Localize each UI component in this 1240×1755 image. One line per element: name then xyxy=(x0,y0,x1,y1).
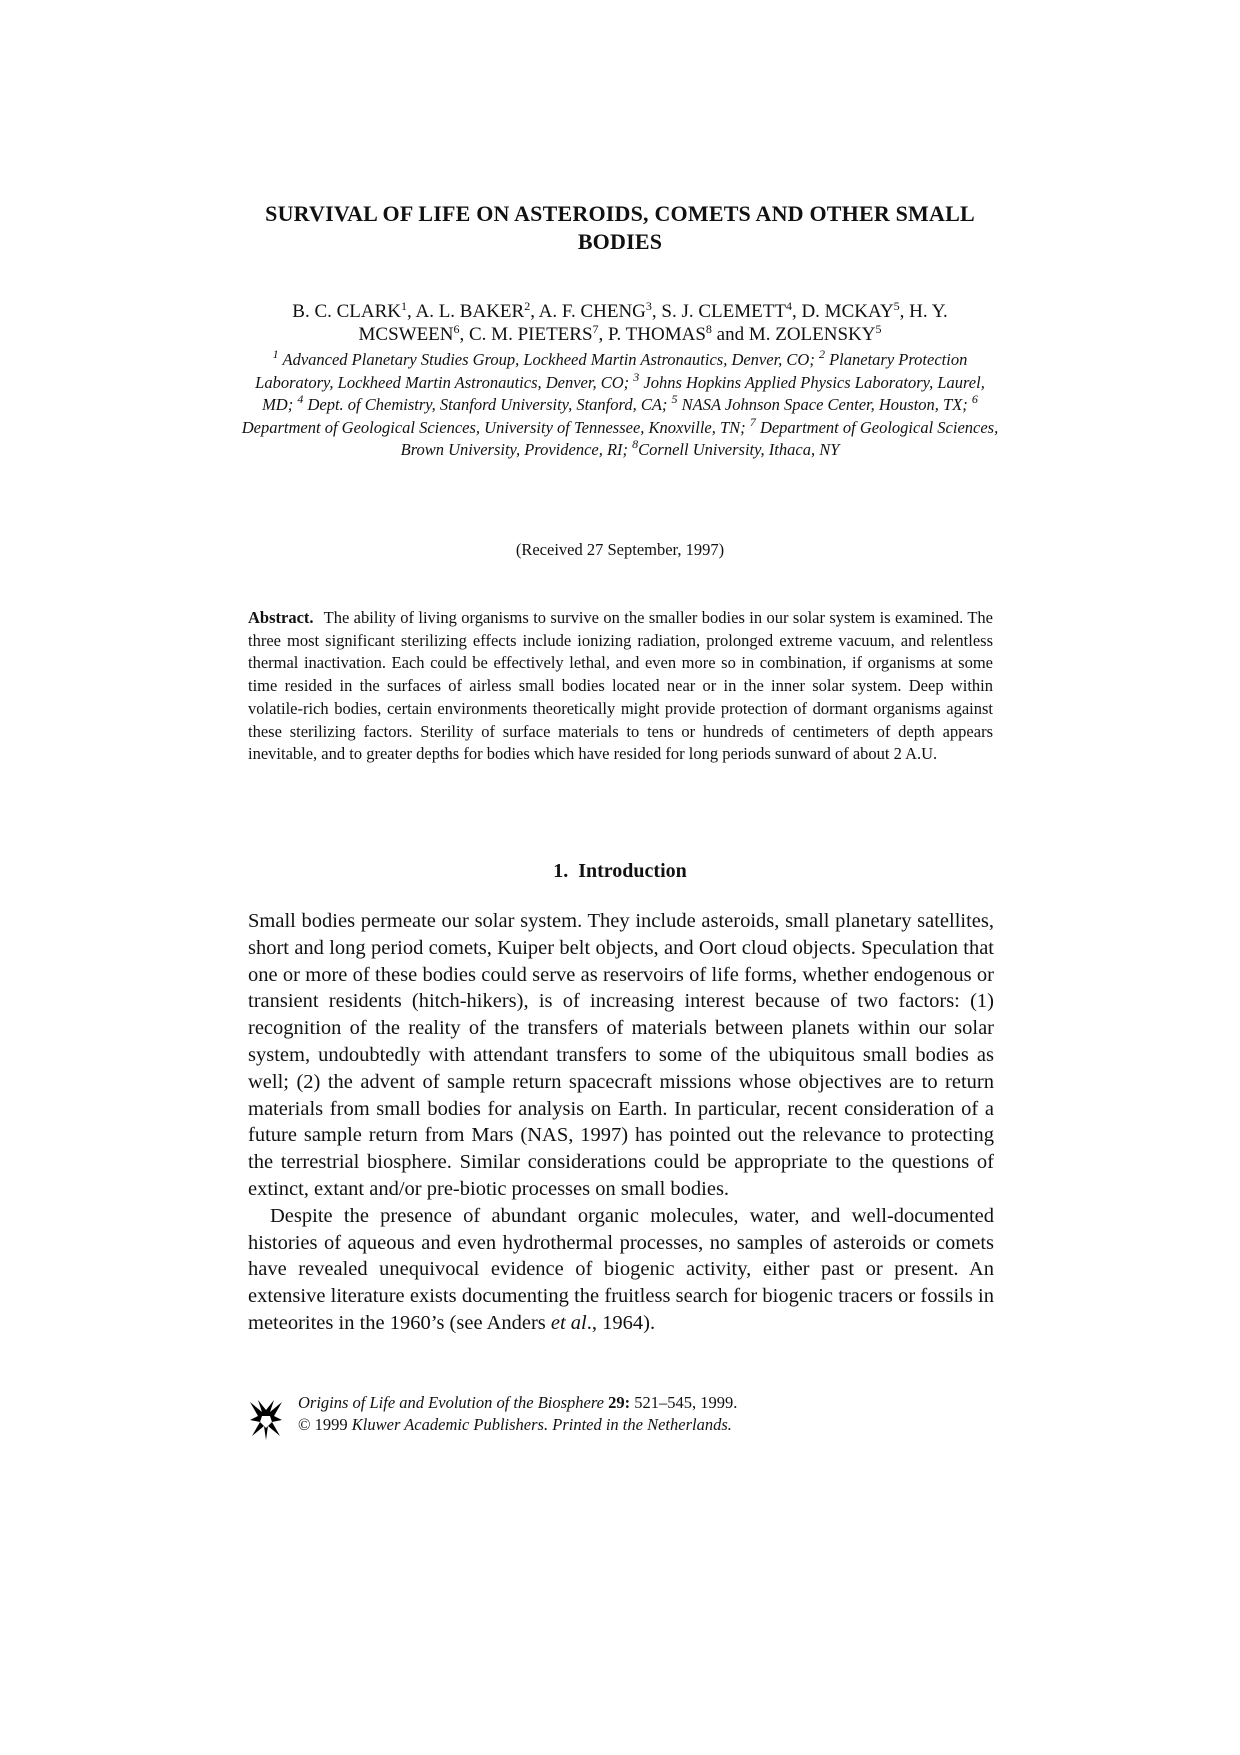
affiliations xyxy=(240,349,1000,462)
body-text xyxy=(248,908,994,1337)
author: A. F. CHENG xyxy=(538,301,646,322)
citation-etal: et al xyxy=(550,1311,587,1334)
footer-citation xyxy=(298,1392,737,1436)
abstract-text: The ability of living organisms to survive on the smaller bodies in our solar system is examined. The three most significant sterilizing effects include ionizing radiation, prolonged extreme vacuum, and relentless thermal inactivation. Each could be effectively lethal, and even more so in combination, if organisms at some time resided in the surfaces of airless small bodies located near or in the inner solar system. Deep within volatile-rich bodies, certain environments theoretically might provide protection of dormant organisms against these sterilizing factors. Sterility of surface materials to tens or hundreds of centimeters of depth appears inevitable, and to greater depths for bodies which have resided for long periods sunward of about 2 A.U. xyxy=(248,608,994,764)
kluwer-publisher-logo-icon xyxy=(248,1398,284,1442)
copyright-year: 1999 xyxy=(314,1415,348,1434)
affiliation: Advanced Planetary Studies Group, Lockheed Martin Astronautics, Denver, CO; xyxy=(282,350,815,369)
paragraph: Small bodies permeate our solar system. They include asteroids, small planetary satellites, short and long period comets, Kuiper belt objects, and Oort cloud objects. Speculation that one or more of these bodies could serve as reservoirs of life forms, whether endogenous or transient residents (hitch-hikers), is of increasing interest because of two factors: (1) recognition of the reality of the transfers of materials between planets within our solar system, undoubtedly with attendant transfers to some of the ubiquitous small bodies as well; (2) the advent of sample return spacecraft missions whose objectives are to return materials from small bodies for analysis on Earth. In particular, recent consideration of a future sample return from Mars (NAS, 1997) has pointed out the relevance to protecting the terrestrial biosphere. Similar considerations could be appropriate to the questions of extinct, extant and/or pre-biotic processes on small bodies. xyxy=(248,910,994,1200)
author: C. M. PIETERS xyxy=(469,324,593,345)
abstract-label: Abstract. xyxy=(248,608,314,627)
abstract xyxy=(248,607,993,766)
affil-sup: 6 xyxy=(971,392,978,406)
affiliation: Planetary Protection Laboratory, Lockheed Martin Astronautics, Denver, CO; xyxy=(255,350,968,392)
journal-volume: 29: xyxy=(608,1393,631,1412)
section-heading xyxy=(250,858,990,884)
author: D. MCKAY xyxy=(801,301,894,322)
affiliation: Department of Geological Sciences, University of Tennessee, Knoxville, TN; xyxy=(241,417,746,437)
journal-pages: 521–545, 1999. xyxy=(634,1393,738,1412)
author-sup: 6 xyxy=(453,322,460,336)
author-joiner: and xyxy=(716,324,745,345)
author-list: B. C. CLARK$^1$, A. L. BAKER$^2$, A. F. CHENG$^3$, S. J. CLEMETT$^4$, D. MCKAY$^5$, H. Y. MCSWEEN$^6$, C. M. PIETERS$^7$, P. THOMAS$^8$ and M. ZOLENSKY$^5$ xyxy=(292,299,948,345)
paragraph-text: Despite the presence of abundant organic molecules, water, and well-documented histories of aqueous and even hydrothermal processes, no samples of asteroids or comets have revealed unequivocal evidence of biogenic activity, either past or present. An extensive literature exists documenting the fruitless search for biogenic tracers or fossils in meteorites in the 1960’s (see Anders xyxy=(248,1204,994,1334)
paragraph xyxy=(248,1203,994,1337)
author: H. Y. MCSWEEN xyxy=(358,301,948,345)
author-sup: 4 xyxy=(785,299,792,313)
printed-in: Printed in the Netherlands. xyxy=(552,1415,732,1434)
publication-footer xyxy=(248,1392,1008,1452)
affil-sup: 1 xyxy=(272,347,279,361)
publisher-name: Kluwer Academic Publishers. xyxy=(351,1415,549,1434)
affiliation: NASA Johnson Space Center, Houston, TX; xyxy=(681,395,968,414)
author-sup: 5 xyxy=(893,299,900,313)
affil-sup: 7 xyxy=(749,414,756,429)
affil-sup: 3 xyxy=(633,369,640,384)
author-sup: 7 xyxy=(592,322,599,336)
paper-title: SURVIVAL OF LIFE ON ASTEROIDS, COMETS AND OTHER SMALL BODIES xyxy=(265,201,975,254)
author: S. J. CLEMETT xyxy=(661,301,786,322)
author-sup: 2 xyxy=(524,299,531,313)
affil-sup: 8 xyxy=(632,437,639,451)
affiliation: Dept. of Chemistry, Stanford University, Stanford, CA; xyxy=(307,395,668,414)
paragraph-text: ., 1964). xyxy=(586,1311,656,1334)
affiliation: Johns Hopkins Applied Physics Laboratory, Laurel, MD; xyxy=(262,372,985,414)
author: B. C. CLARK xyxy=(292,301,402,322)
author: P. THOMAS xyxy=(608,324,706,345)
author: A. L. BAKER xyxy=(415,301,525,322)
footer-line-copyright xyxy=(298,1414,737,1436)
author-sup: 1 xyxy=(401,299,408,313)
author-sup: 5 xyxy=(875,322,882,336)
journal-name: Origins of Life and Evolution of the Biosphere xyxy=(298,1393,604,1412)
author-sup: 3 xyxy=(645,299,652,313)
affil-sup: 4 xyxy=(297,392,304,406)
footer-line-journal xyxy=(298,1392,737,1414)
author-sup: 8 xyxy=(705,322,712,336)
section-number: 1. xyxy=(553,860,569,882)
received-date: (Received 27 September, 1997) xyxy=(515,540,725,559)
affiliation: Department of Geological Sciences, Brown University, Providence, RI; xyxy=(400,417,999,459)
section-title: Introduction xyxy=(578,860,687,882)
affil-sup: 5 xyxy=(671,392,678,406)
affil-sup: 2 xyxy=(818,347,825,361)
copyright-symbol: © xyxy=(298,1415,311,1434)
author: M. ZOLENSKY xyxy=(748,324,876,345)
affiliation: Cornell University, Ithaca, NY xyxy=(638,440,840,459)
